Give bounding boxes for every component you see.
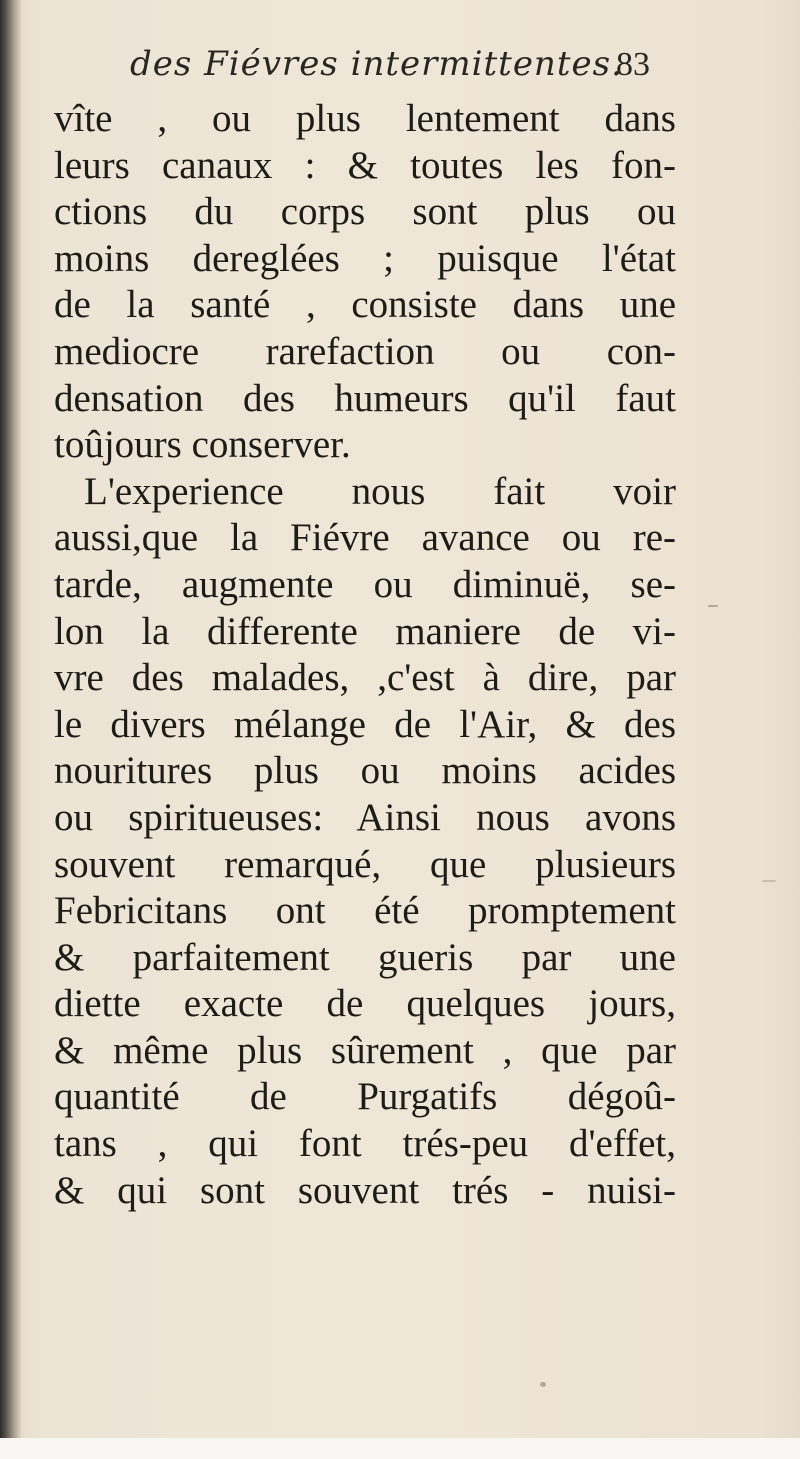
text-line: vre des malades, ,c'est à dire, par [54,656,676,700]
text-line: ou spiritueuses: Ainsi nous avons [54,795,676,839]
text-line: aussi,que la Fiévre avance ou re- [54,516,676,560]
text-line: & qui sont souvent trés - nuisi- [54,1168,676,1212]
text-line: toûjours conserver. [54,423,351,467]
text-line: & même plus sûrement , que par [54,1028,676,1072]
text-line: lon la differente maniere de vi- [54,609,676,653]
text-line: moins dereglées ; puisque l'état [54,236,676,280]
text-line: le divers mélange de l'Air, & des [54,702,676,746]
text-line: tans , qui font trés-peu d'effet, [54,1122,676,1166]
text-line: tarde, augmente ou diminuë, se- [54,562,676,606]
text-line: Febricitans ont été promptement [54,889,676,933]
paragraph-first-line: L'experience nous fait voir [84,469,676,513]
paper-speck [540,1382,546,1387]
paper-speck [762,880,776,882]
text-line: de la santé , consiste dans une [54,283,676,327]
page-bottom-edge [0,1438,800,1459]
text-line: mediocre rarefaction ou con- [54,329,676,373]
text-line: nouritures plus ou moins acides [54,749,676,793]
text-line: vîte , ou plus lentement dans [54,97,676,140]
running-title: des Fiévres intermittentes. [130,44,623,84]
text-line: diette exacte de quelques jours, [54,982,676,1026]
body-text [54,96,694,1214]
text-line: quantité de Purgatifs dégoû- [54,1075,676,1119]
page-number: 83 [616,46,650,83]
paper-speck [708,605,718,607]
page-gutter [0,0,22,1459]
text-line: souvent remarqué, que plusieurs [54,842,676,886]
text-line: leurs canaux : & toutes les fon- [54,143,676,187]
text-line: ctions du corps sont plus ou [54,190,676,234]
text-line: & parfaitement gueris par une [54,935,676,979]
text-line: densation des humeurs qu'il faut [54,376,676,420]
